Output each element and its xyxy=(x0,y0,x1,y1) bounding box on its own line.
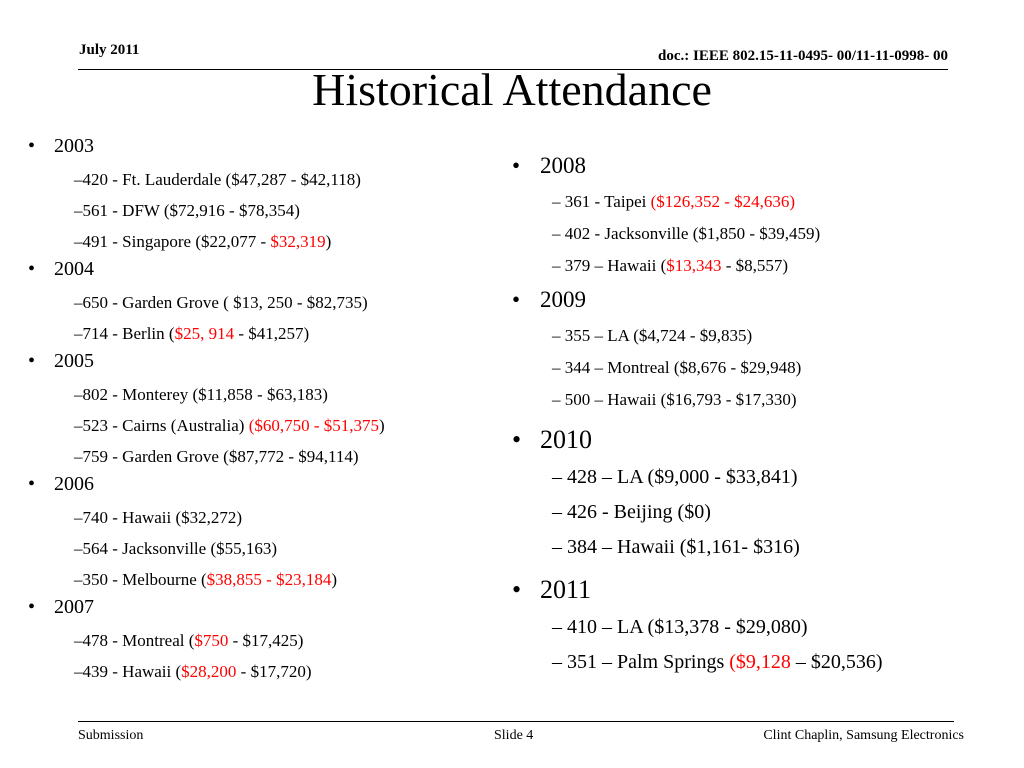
entry-text: – 426 - Beijing ($0) xyxy=(552,501,711,523)
highlighted-amount: $32,319 xyxy=(270,232,326,251)
entry-text: –650 - Garden Grove ( $13, 250 - $82,735) xyxy=(74,293,368,312)
year-bullet-2010 xyxy=(512,424,1012,455)
year-bullet-2007 xyxy=(28,595,498,620)
entry-text: – 344 – Montreal ($8,676 - $29,948) xyxy=(552,358,802,377)
entry-text: –714 - Berlin ( xyxy=(74,324,175,343)
entry-text: – 379 – Hawaii ( xyxy=(552,256,667,275)
meeting-entry xyxy=(28,538,498,559)
footer-divider xyxy=(78,721,954,722)
year-bullet-2004 xyxy=(28,257,498,282)
meeting-entry xyxy=(512,650,1012,675)
entry-text: – 428 – LA ($9,000 - $33,841) xyxy=(552,466,798,488)
entry-text: –759 - Garden Grove ($87,772 - $94,114) xyxy=(74,447,359,466)
highlighted-amount: $25, 914 xyxy=(174,324,235,343)
footer-right: Clint Chaplin, Samsung Electronics xyxy=(763,728,964,743)
meeting-entry xyxy=(28,569,498,590)
highlighted-amount: $28,200 xyxy=(181,662,237,681)
entry-text: – 351 – Palm Springs xyxy=(552,651,730,673)
year-bullet-2008 xyxy=(512,152,1012,180)
entry-text: –478 - Montreal ( xyxy=(74,631,195,650)
footer-left: Submission xyxy=(78,728,144,743)
meeting-entry xyxy=(512,255,1012,276)
entry-text: –350 - Melbourne ( xyxy=(74,570,207,589)
year-bullet-2003 xyxy=(28,134,498,159)
year-bullet-2006 xyxy=(28,472,498,497)
meeting-entry xyxy=(28,323,498,344)
meeting-entry xyxy=(512,223,1012,244)
meeting-entry xyxy=(512,191,1012,212)
bullet-marker: • xyxy=(512,287,521,312)
meeting-entry xyxy=(512,389,1012,410)
meeting-entry xyxy=(28,507,498,528)
entry-text: –420 - Ft. Lauderdale ($47,287 - $42,118) xyxy=(74,170,361,189)
entry-text: - $41,257) xyxy=(234,324,310,343)
entry-text: – 402 - Jacksonville ($1,850 - $39,459) xyxy=(552,224,821,243)
entry-text: ) xyxy=(331,570,338,589)
bullet-marker: • xyxy=(28,350,36,372)
bullet-marker: • xyxy=(512,425,522,454)
meeting-entry xyxy=(28,446,498,467)
slide-title: Historical Attendance xyxy=(312,64,712,115)
meeting-entry xyxy=(28,415,498,436)
meeting-entry xyxy=(28,630,498,651)
meeting-entry xyxy=(512,465,1012,490)
highlighted-amount: ($60,750 - $51,375 xyxy=(248,416,380,435)
entry-text: ) xyxy=(379,416,385,435)
meeting-entry xyxy=(28,384,498,405)
meeting-entry xyxy=(512,535,1012,560)
highlighted-amount: ($9,128 xyxy=(729,651,791,673)
entry-text: - $17,425) xyxy=(228,631,304,650)
entry-text: ) xyxy=(325,232,332,251)
entry-text: –561 - DFW ($72,916 - $78,354) xyxy=(74,201,300,220)
small-text-group xyxy=(512,152,1012,410)
right-column xyxy=(512,152,1012,675)
entry-text: – 500 – Hawaii ($16,793 - $17,330) xyxy=(552,390,797,409)
bullet-marker: • xyxy=(28,258,36,280)
meeting-entry xyxy=(512,325,1012,346)
entry-text: – 384 – Hawaii ($1,161- $316) xyxy=(552,536,800,558)
year-label: 2003 xyxy=(54,135,94,157)
header-doc-id: doc.: IEEE 802.15-11-0495- 00/11-11-0998- 00 xyxy=(657,48,948,64)
year-label: 2008 xyxy=(540,153,586,178)
footer-slide-number: Slide 4 xyxy=(494,728,534,743)
highlighted-amount: $750 xyxy=(194,631,229,650)
year-label: 2004 xyxy=(54,258,94,280)
entry-text: – $20,536) xyxy=(790,651,883,673)
meeting-entry xyxy=(28,292,498,313)
entry-text: –564 - Jacksonville ($55,163) xyxy=(74,539,278,558)
meeting-entry xyxy=(28,169,498,190)
header-date: July 2011 xyxy=(79,42,140,58)
year-bullet-2009 xyxy=(512,286,1012,314)
entry-text: – 361 - Taipei xyxy=(552,192,651,211)
bullet-marker: • xyxy=(28,596,36,618)
meeting-entry xyxy=(28,661,498,682)
entry-text: - $8,557) xyxy=(721,256,789,275)
meeting-entry xyxy=(512,615,1012,640)
entry-text: – 410 – LA ($13,378 - $29,080) xyxy=(552,616,808,638)
meeting-entry xyxy=(512,357,1012,378)
bullet-marker: • xyxy=(28,135,36,157)
year-bullet-2011 xyxy=(512,574,1012,605)
highlighted-amount: $13,343 xyxy=(666,256,722,275)
entry-text: –439 - Hawaii ( xyxy=(74,662,182,681)
highlighted-amount: $38,855 - $23,184 xyxy=(206,570,332,589)
entry-text: –491 - Singapore ($22,077 - xyxy=(74,232,271,251)
bullet-marker: • xyxy=(512,153,521,178)
year-label: 2007 xyxy=(54,596,94,618)
entry-text: –740 - Hawaii ($32,272) xyxy=(74,508,243,527)
entry-text: –523 - Cairns (Australia) xyxy=(74,416,249,435)
meeting-entry xyxy=(512,500,1012,525)
meeting-entry xyxy=(28,200,498,221)
entry-text: –802 - Monterey ($11,858 - $63,183) xyxy=(74,385,328,404)
year-label: 2005 xyxy=(54,350,94,372)
large-text-group xyxy=(512,424,1012,675)
left-column xyxy=(28,134,498,682)
year-label: 2010 xyxy=(540,425,592,454)
highlighted-amount: ($126,352 - $24,636) xyxy=(650,192,796,211)
meeting-entry xyxy=(28,231,498,252)
year-label: 2006 xyxy=(54,473,94,495)
entry-text: – 355 – LA ($4,724 - $9,835) xyxy=(552,326,753,345)
year-label: 2009 xyxy=(540,287,586,312)
bullet-marker: • xyxy=(512,575,522,604)
bullet-marker: • xyxy=(28,473,36,495)
entry-text: - $17,720) xyxy=(236,662,312,681)
year-bullet-2005 xyxy=(28,349,498,374)
year-label: 2011 xyxy=(540,575,592,604)
